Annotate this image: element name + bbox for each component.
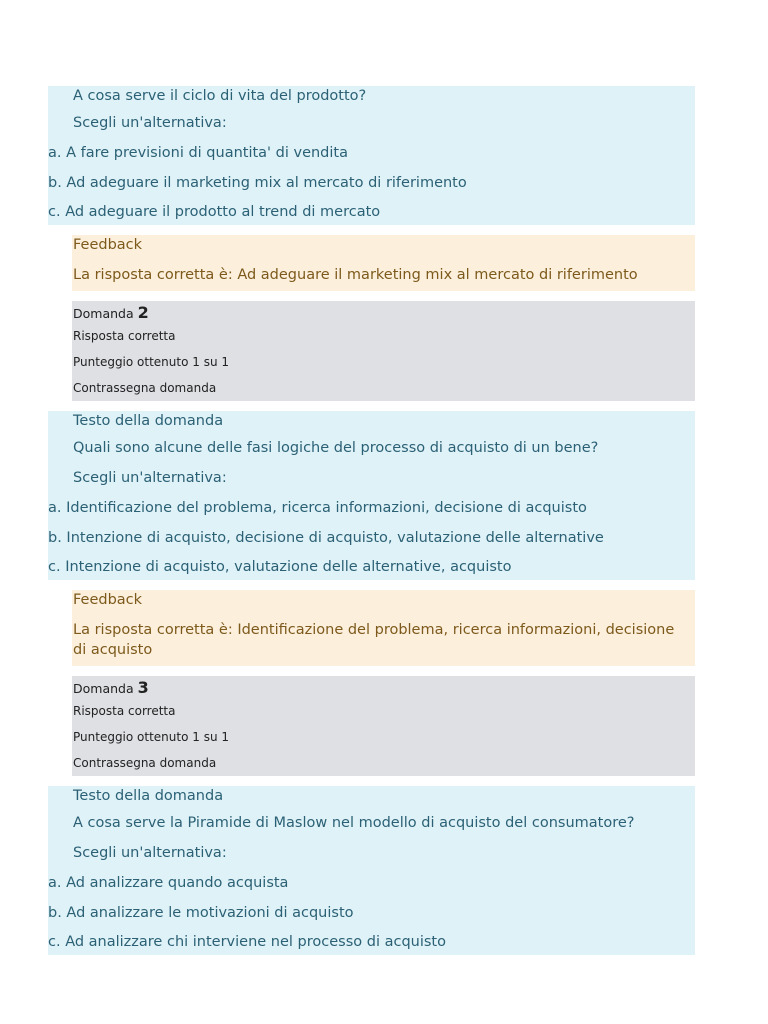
question-2-text-label: Testo della domanda	[73, 413, 224, 429]
question-1-option-a[interactable]: a. A fare previsioni di quantita' di vendita	[48, 145, 348, 161]
question-3-text-label: Testo della domanda	[73, 788, 224, 804]
question-2-option-b[interactable]: b. Intenzione di acquisto, decisione di acquisto, valutazione delle alternative	[48, 530, 604, 546]
question-3-block	[48, 786, 695, 955]
question-3-text: A cosa serve la Piramide di Maslow nel modello di acquisto del consumatore?	[73, 815, 635, 831]
question-3-option-c[interactable]: c. Ad analizzare chi interviene nel processo di acquisto	[48, 934, 446, 950]
question-1-option-b[interactable]: b. Ad adeguare il marketing mix al mercato di riferimento	[48, 175, 467, 191]
question-label: Domanda	[73, 306, 134, 321]
question-2-text: Quali sono alcune delle fasi logiche del processo di acquisto di un bene?	[73, 440, 599, 456]
question-3-heading	[73, 676, 695, 698]
question-1-block	[48, 86, 695, 225]
question-3-flag-link[interactable]: Contrassegna domanda	[73, 756, 217, 770]
question-1-feedback	[72, 235, 695, 291]
feedback-title: Feedback	[73, 592, 143, 608]
question-1-text: A cosa serve il ciclo di vita del prodotto?	[73, 88, 367, 104]
question-3-option-b[interactable]: b. Ad analizzare le motivazioni di acquisto	[48, 905, 354, 921]
question-2-flag-link[interactable]: Contrassegna domanda	[73, 381, 217, 395]
question-2-option-c[interactable]: c. Intenzione di acquisto, valutazione delle alternative, acquisto	[48, 559, 512, 575]
question-2-info	[72, 301, 695, 401]
question-2-status: Risposta corretta	[73, 329, 176, 343]
question-3-status: Risposta corretta	[73, 704, 176, 718]
question-1-prompt: Scegli un'alternativa:	[73, 115, 227, 131]
question-3-info	[72, 676, 695, 776]
question-2-option-a[interactable]: a. Identificazione del problema, ricerca informazioni, decisione di acquisto	[48, 500, 587, 516]
question-3-score: Punteggio ottenuto 1 su 1	[73, 730, 230, 744]
question-2-score: Punteggio ottenuto 1 su 1	[73, 355, 230, 369]
question-3-option-a[interactable]: a. Ad analizzare quando acquista	[48, 875, 289, 891]
question-2-feedback	[72, 590, 695, 666]
question-2-block	[48, 411, 695, 580]
feedback-answer: La risposta corretta è: Identificazione del problema, ricerca informazioni, decisione di acquisto	[73, 622, 675, 658]
question-1-option-c[interactable]: c. Ad adeguare il prodotto al trend di mercato	[48, 204, 381, 220]
question-3-prompt: Scegli un'alternativa:	[73, 845, 227, 861]
question-number: 3	[137, 678, 149, 697]
feedback-title: Feedback	[73, 237, 143, 253]
feedback-answer: La risposta corretta è: Ad adeguare il marketing mix al mercato di riferimento	[73, 267, 638, 283]
question-2-heading	[73, 301, 695, 323]
question-number: 2	[137, 303, 149, 322]
question-label: Domanda	[73, 681, 134, 696]
quiz-review-page	[0, 86, 768, 955]
question-2-prompt: Scegli un'alternativa:	[73, 470, 227, 486]
